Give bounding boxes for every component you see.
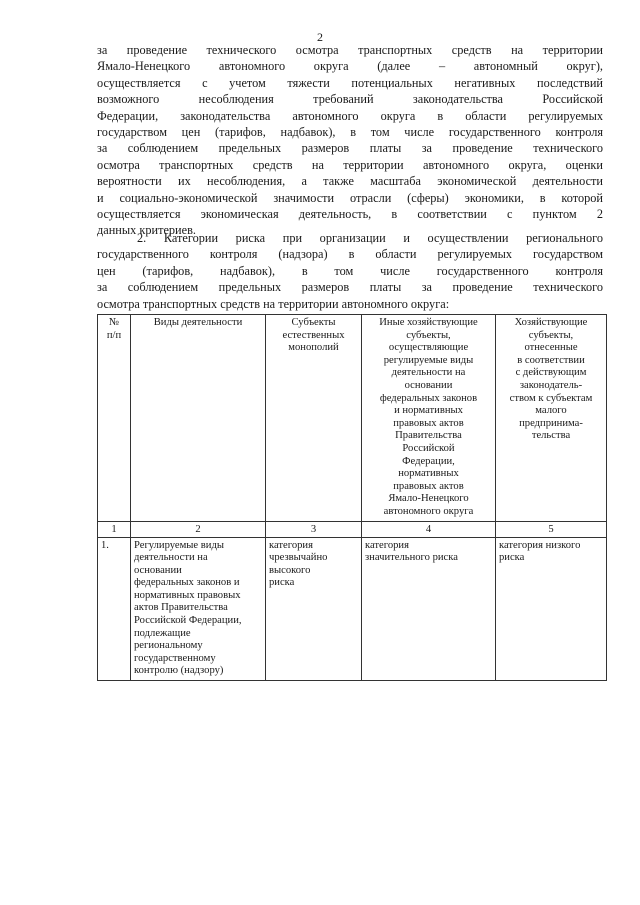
paragraph-line: вероятности их несоблюдения, а также масштаба экономической деятельности	[97, 174, 603, 189]
header-line: Российской	[402, 442, 455, 454]
header-line: монополий	[288, 342, 339, 354]
header-line: в соответствии	[517, 354, 585, 366]
table-row	[98, 537, 607, 681]
cell-line: высокого	[269, 564, 311, 576]
header-line: предпринима-	[519, 417, 583, 429]
cell-line: категория	[269, 539, 313, 551]
cell-line: нормативных правовых	[134, 589, 241, 601]
header-line: основании	[404, 379, 453, 391]
cell-line: федеральных законов и	[134, 577, 240, 589]
column-number: 1	[98, 521, 131, 537]
paragraph-line: за соблюдением предельных размеров платы за проведение технического	[97, 141, 603, 156]
header-line: субъекты,	[406, 329, 451, 341]
paragraph-1	[97, 42, 603, 239]
header-line: автономного округа	[383, 505, 474, 517]
paragraph-line: Федерации, законодательства автономного округа в области регулируемых	[97, 108, 603, 123]
cell-line: риска	[499, 552, 525, 564]
cell-line: категория	[365, 539, 409, 551]
header-line: деятельности на	[391, 367, 466, 379]
cell-line: значительного риска	[365, 552, 458, 564]
cell-line: региональному	[134, 640, 203, 652]
header-line: правовых актов	[393, 480, 464, 492]
cell-line: государственному	[134, 652, 216, 664]
header-line: №	[108, 317, 120, 328]
header-cell-monopolies	[266, 315, 362, 522]
column-number: 5	[496, 521, 607, 537]
paragraph-line: данных критериев.	[97, 223, 196, 238]
header-line: отнесенные	[524, 342, 578, 354]
header-line: естественных	[282, 329, 345, 341]
header-line: тельства	[531, 430, 571, 442]
column-number-row	[98, 521, 607, 537]
header-line: Субъекты	[291, 317, 336, 328]
header-line: ством к субъектам	[509, 392, 593, 404]
cell-line: Российской Федерации,	[134, 615, 242, 627]
header-line: и нормативных	[394, 405, 463, 417]
cell-line: контролю (надзору)	[134, 665, 224, 677]
paragraph-line: осмотра транспортных средств на территории автономного округа, оценки	[97, 157, 603, 172]
header-cell-small-business	[496, 315, 607, 522]
paragraph-line: за проведение технического осмотра транспортных средств на территории	[97, 43, 603, 57]
paragraph-line: государством цен (тарифов, надбавок), в том числе государственного контроля	[97, 124, 603, 139]
header-line: законодатель-	[519, 379, 583, 391]
cell-line: подлежащие	[134, 627, 191, 639]
header-line: правовых актов	[393, 417, 464, 429]
cell-natural-monopolies	[266, 537, 362, 681]
table-header-row	[98, 315, 607, 522]
paragraph-line: осуществляется с учетом тяжести потенциальных негативных последствий	[97, 75, 603, 90]
paragraph-line: за соблюдением предельных размеров платы за проведение технического	[97, 280, 603, 295]
paragraph-line: государственного контроля (надзора) в области регулируемых государством	[97, 247, 603, 262]
header-line: Ямало-Ненецкого	[388, 493, 469, 505]
cell-small-business	[496, 537, 607, 681]
paragraph-line: цен (тарифов, надбавок), в том числе государственного контроля	[97, 263, 603, 278]
column-number: 3	[266, 521, 362, 537]
row-number: 1.	[98, 537, 131, 681]
paragraph-line: и социально-экономической значимости отрасли (сферы) экономики, в которой	[97, 190, 603, 205]
column-number: 4	[362, 521, 496, 537]
cell-line: актов Правительства	[134, 602, 228, 614]
paragraph-line: 2. Категории риска при организации и осуществлении регионального	[137, 231, 603, 245]
header-line: Виды деятельности	[153, 317, 243, 328]
cell-line: деятельности на	[134, 552, 208, 564]
header-cell-number	[98, 315, 131, 522]
cell-line: категория низкого	[499, 539, 581, 551]
paragraph-line: Ямало-Ненецкого автономного округа (далее – автономный округ),	[97, 59, 603, 74]
risk-categories-table	[97, 314, 607, 681]
paragraph-line: осуществляется экономическая деятельность, в соответствии с пунктом 2	[97, 206, 603, 221]
cell-activity	[131, 537, 266, 681]
header-line: осуществляющие	[388, 342, 469, 354]
cell-line: чрезвычайно	[269, 552, 328, 564]
header-line: Хозяйствующие	[514, 317, 588, 328]
column-number: 2	[131, 521, 266, 537]
header-cell-activity	[131, 315, 266, 522]
paragraph-2	[97, 230, 603, 312]
header-line: субъекты,	[528, 329, 574, 341]
cell-line: основании	[134, 564, 182, 576]
cell-other-entities	[362, 537, 496, 681]
paragraph-line: возможного несоблюдения требований законодательства Российской	[97, 92, 603, 107]
header-line: малого	[535, 405, 567, 417]
header-line: Иные хозяйствующие	[379, 317, 478, 328]
header-line: нормативных	[398, 468, 459, 480]
cell-line: риска	[269, 577, 295, 589]
header-line: п/п	[106, 329, 122, 341]
page-number: 2	[317, 30, 323, 44]
header-line: с действующим	[515, 367, 587, 379]
cell-line: Регулируемые виды	[134, 539, 224, 551]
header-line: федеральных законов	[379, 392, 478, 404]
header-line: Правительства	[395, 430, 462, 442]
header-cell-other-entities	[362, 315, 496, 522]
paragraph-line: осмотра транспортных средств на территории автономного округа:	[97, 296, 450, 311]
header-line: регулируемые виды	[383, 354, 474, 366]
header-line: Федерации,	[402, 455, 455, 467]
